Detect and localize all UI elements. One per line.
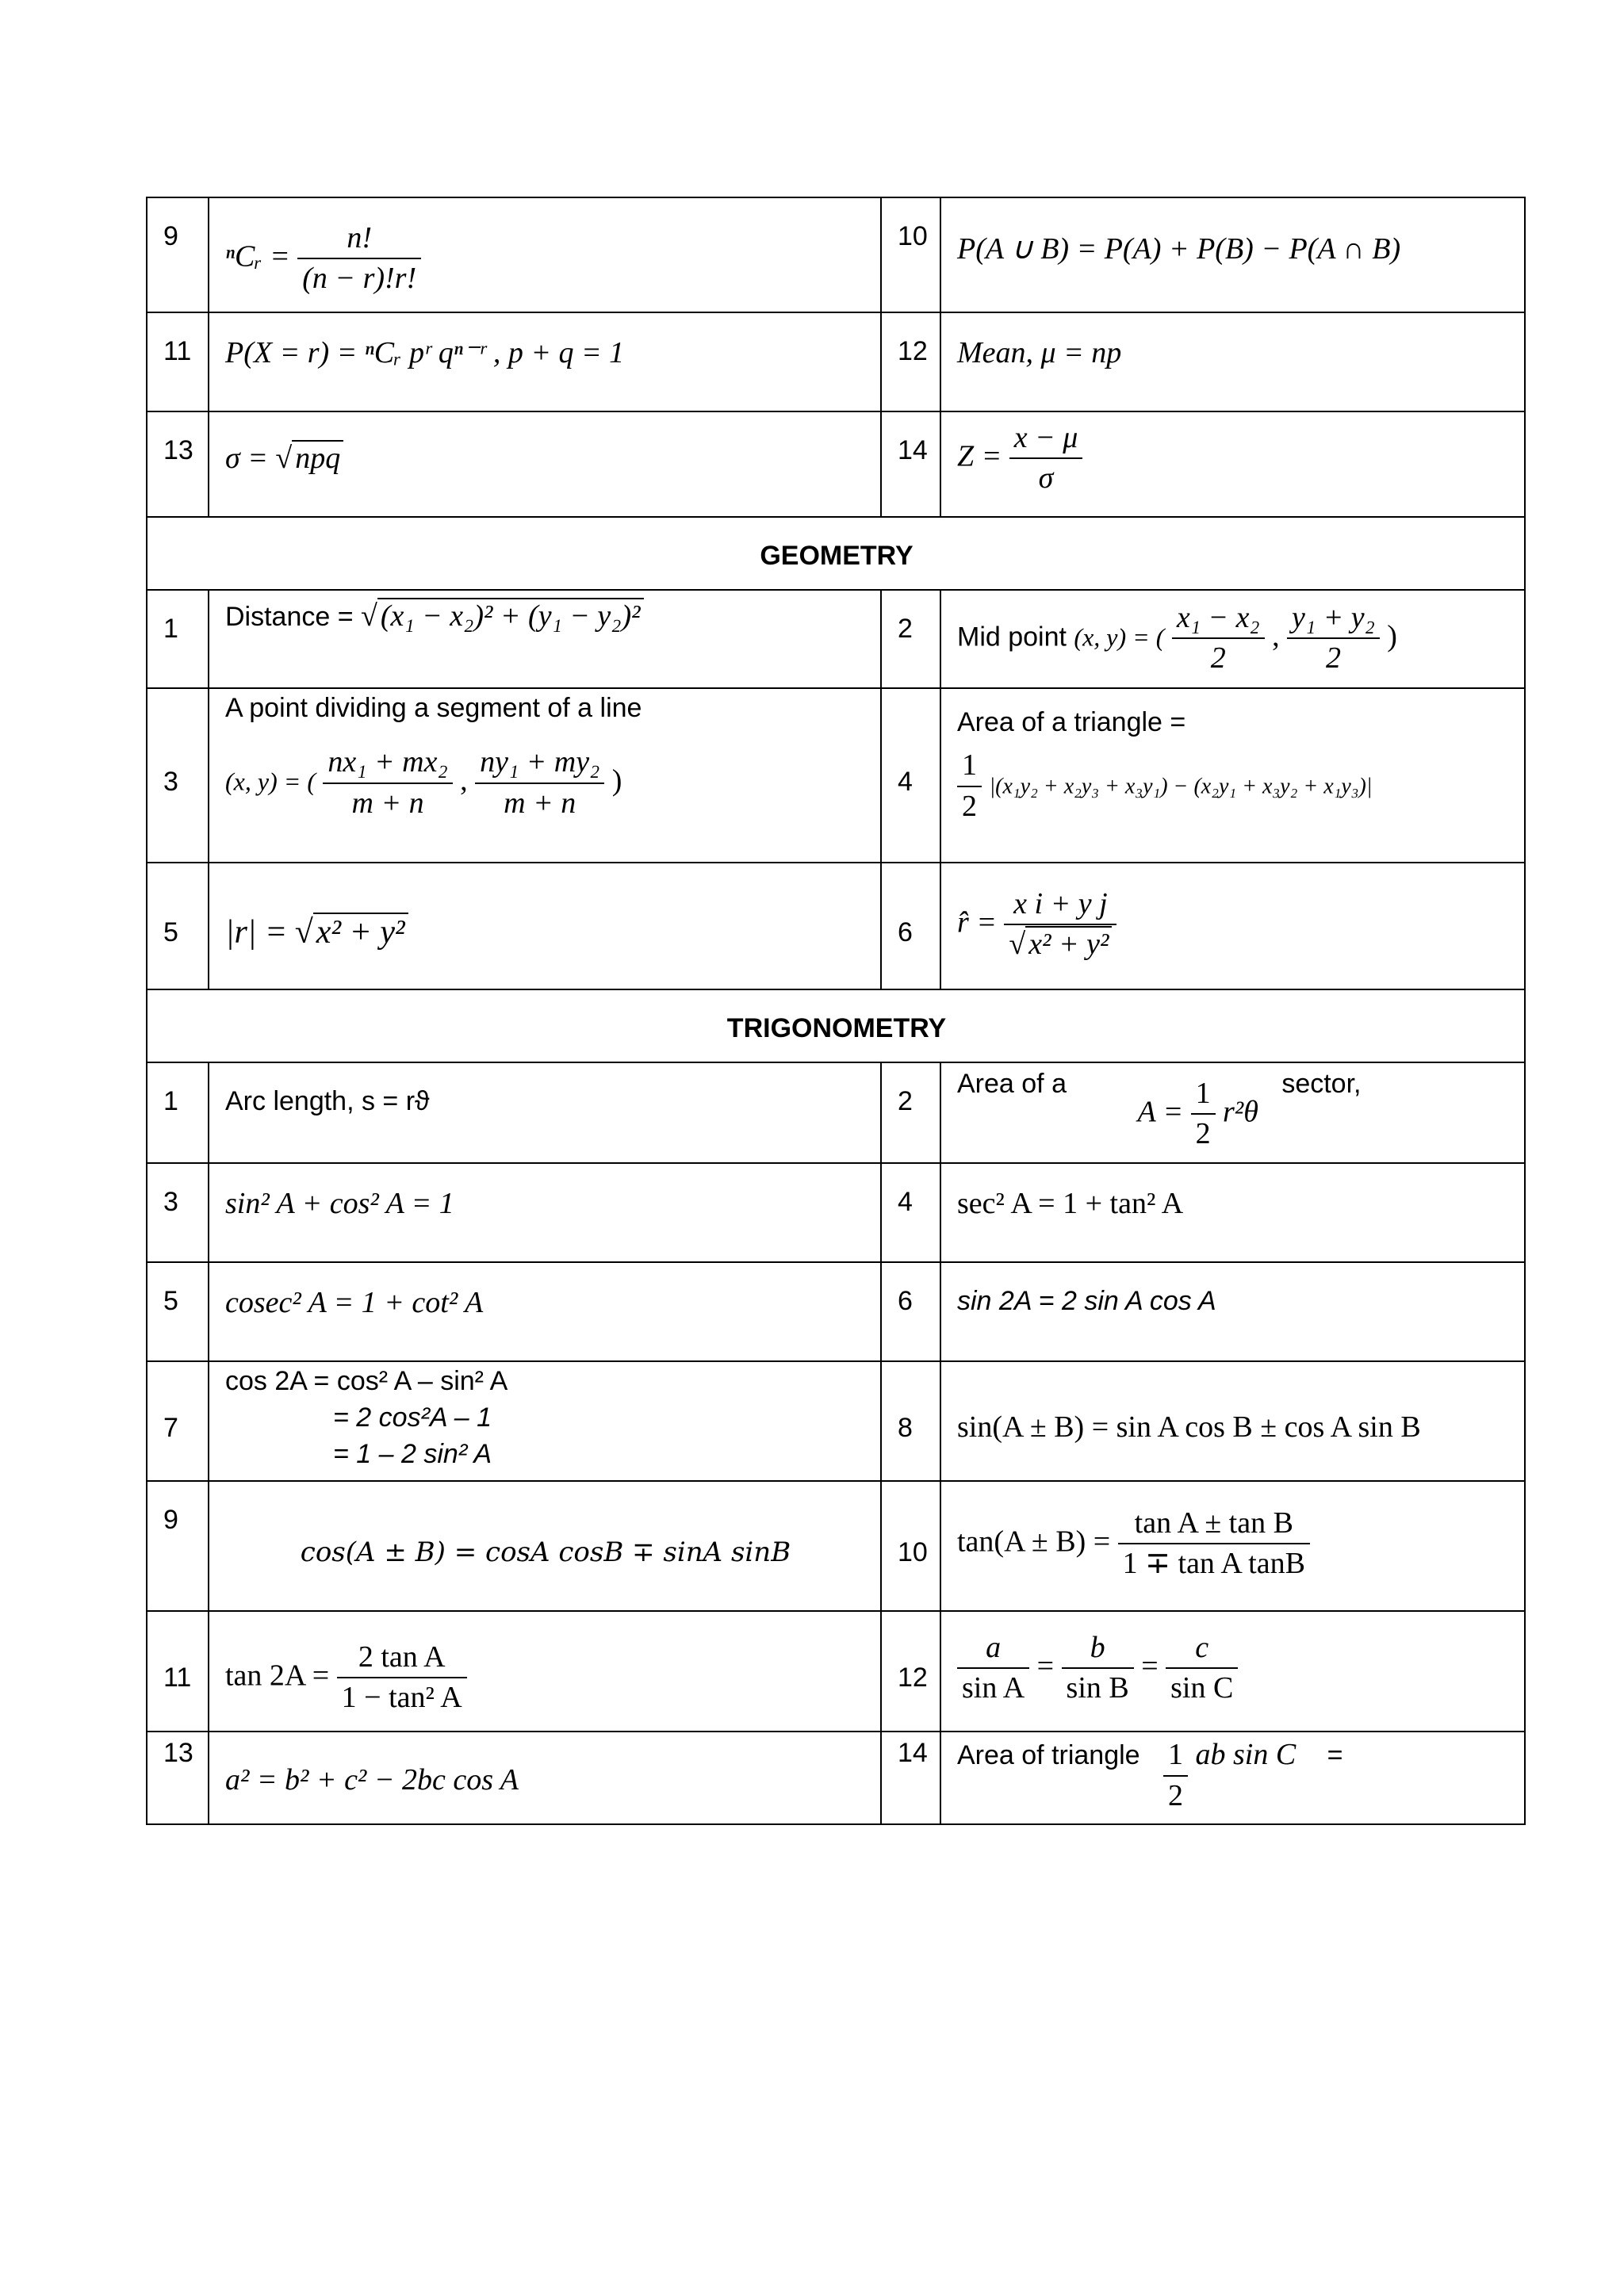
square-root: √x² + y² [295,911,408,955]
table-row [147,1611,1525,1732]
table-row [147,1262,1525,1361]
fraction: $\frac{1}{2}$ [1163,1735,1188,1816]
formula-double-angle-cos: cos 2A = cos² A – sin² A = 2 cos²A – 1 = 1 – 2 sin² A [209,1361,881,1482]
row-number: 5 [147,863,209,989]
formula-section-point: A point dividing a segment of a line (x, y) = ( $\frac{\text{nx₁ + mx₂}}{m + n}$ , $\frac{\text{ny₁ + my₂}}{m + n}$ ) [209,688,881,863]
fraction: $\frac{\text{nx₁ + mx₂}}{m + n}$ [323,743,452,823]
row-number: 7 [147,1361,209,1482]
formula-arc-length: Arc length, s = rϑ [209,1062,881,1163]
row-number: 10 [881,197,940,312]
section-header-row [147,989,1525,1062]
formula-tan-double-angle: tan 2A = $\frac{\text{2 tan A}}{\text{1 − tan² A}}$ [209,1611,881,1732]
formula-z-score: Z = $\frac{x - \mu}{\sigma}$ [940,411,1525,517]
row-number: 3 [147,1163,209,1262]
formula-sector-area: Area of a A = $\frac{1}{2}$ r²θ sector, [940,1062,1525,1163]
table-row [147,312,1525,411]
row-number: 14 [881,411,940,517]
formula-sine-rule: $\frac{a}{\text{sin A}}$ = $\frac{b}{\text{sin B}}$ = $\frac{c}{\text{sin C}}$ [940,1611,1525,1732]
row-number: 5 [147,1262,209,1361]
row-number: 13 [147,1732,209,1824]
row-number: 1 [147,590,209,688]
formula-distance: Distance = √ (x₁ − x₂)² + (y₁ − y₂)² [209,590,881,688]
fraction: $\frac{n!}{(n - r)!r!}$ [297,219,421,299]
row-number: 10 [881,1481,940,1611]
table-row [147,688,1525,863]
formula-binomial: P(X = r) = ⁿCᵣ pʳ qⁿ⁻ʳ , p + q = 1 [209,312,881,411]
fraction: $\frac{x - \mu}{\sigma}$ [1009,419,1083,499]
fraction: $\frac{c}{\text{sin C}}$ [1166,1628,1238,1709]
table-row [147,1062,1525,1163]
section-header-row [147,517,1525,590]
fraction: $\frac{b}{\text{sin B}}$ [1062,1628,1134,1709]
row-number: 9 [147,197,209,312]
formula-tan-sum: tan(A ± B) = $\frac{\text{tan A ± tan B}}{\text{1 ∓ tan A tanB}}$ [940,1481,1525,1611]
fraction: $\frac{\text{ny₁ + my₂}}{m + n}$ [475,743,604,823]
row-number: 4 [881,1163,940,1262]
section-title-geometry: GEOMETRY [147,517,1525,590]
section-title-trigonometry: TRIGONOMETRY [147,989,1525,1062]
square-root: √ npq [275,439,343,478]
row-number: 13 [147,411,209,517]
table-row [147,590,1525,688]
table-row [147,1732,1525,1824]
table-row [147,1163,1525,1262]
formula-vector-magnitude: |r| = √x² + y² [209,863,881,989]
fraction: $\frac{\text{tan A ± tan B}}{\text{1 ∓ tan A tanB}}$ [1118,1504,1310,1584]
formula-double-angle-sin: sin 2A = 2 sin A cos A [940,1262,1525,1361]
row-number: 14 [881,1732,940,1824]
formula-cos-sum: cos(A ± B) = cosA cosB ∓ sinA sinB [209,1481,881,1611]
row-number: 1 [147,1062,209,1163]
table-row [147,1481,1525,1611]
row-number: 2 [881,590,940,688]
formula-cosec-identity: cosec² A = 1 + cot² A [209,1262,881,1361]
fraction: $\frac{\text{y₁ + y₂}}{2}$ [1287,599,1380,679]
table-row [147,411,1525,517]
row-number: 4 [881,688,940,863]
table-row [147,863,1525,989]
row-number: 9 [147,1481,209,1611]
formula-triangle-area-sine: Area of triangle $\frac{1}{2}$ ab sin C = [940,1732,1525,1824]
row-number: 8 [881,1361,940,1482]
table-row [147,1361,1525,1482]
row-number: 6 [881,863,940,989]
formula-union-probability: P(A ∪ B) = P(A) + P(B) − P(A ∩ B) [940,197,1525,312]
formula-unit-vector: r̂ = $\frac{\text{x i + y j}}{\text{√ x² + y²}}$ [940,863,1525,989]
formula-triangle-area-coords: Area of a triangle = $\frac{1}{2}$ |(x₁y₂ + x₂y₃ + x₃y₁) − (x₂y₁ + x₃y₂ + x₁y₃)| [940,688,1525,863]
fraction: $\frac{1}{2}$ [957,746,982,826]
row-number: 2 [881,1062,940,1163]
formula-combination: ⁿCᵣ = $\frac{n!}{(n - r)!r!}$ [209,197,881,312]
table-row [147,197,1525,312]
square-root: √ (x₁ − x₂)² + (y₁ − y₂)² [361,597,644,636]
row-number: 11 [147,312,209,411]
formula-sec-identity: sec² A = 1 + tan² A [940,1163,1525,1262]
row-number: 12 [881,1611,940,1732]
formula-table [146,197,1526,1825]
formula-cosine-rule: a² = b² + c² − 2bc cos A [209,1732,881,1824]
fraction: $\frac{\text{x₁ − x₂}}{2}$ [1172,599,1265,679]
row-number: 12 [881,312,940,411]
formula-mean: Mean, μ = np [940,312,1525,411]
formula-sin-sum: sin(A ± B) = sin A cos B ± cos A sin B [940,1361,1525,1482]
fraction: $\frac{1}{2}$ [1191,1074,1216,1154]
fraction: $\frac{\text{2 tan A}}{\text{1 − tan² A}}$ [337,1638,467,1718]
row-number: 3 [147,688,209,863]
row-number: 6 [881,1262,940,1361]
formula-pythagorean-identity: sin² A + cos² A = 1 [209,1163,881,1262]
formula-std-dev: σ = √ npq [209,411,881,517]
fraction: $\frac{\text{x i + y j}}{\text{√ x² + y²}}$ [1004,885,1116,965]
fraction: $\frac{a}{\text{sin A}}$ [957,1628,1029,1709]
formula-midpoint: Mid point (x, y) = ( $\frac{\text{x₁ − x₂}}{2}$ , $\frac{\text{y₁ + y₂}}{2}$ ) [940,590,1525,688]
row-number: 11 [147,1611,209,1732]
